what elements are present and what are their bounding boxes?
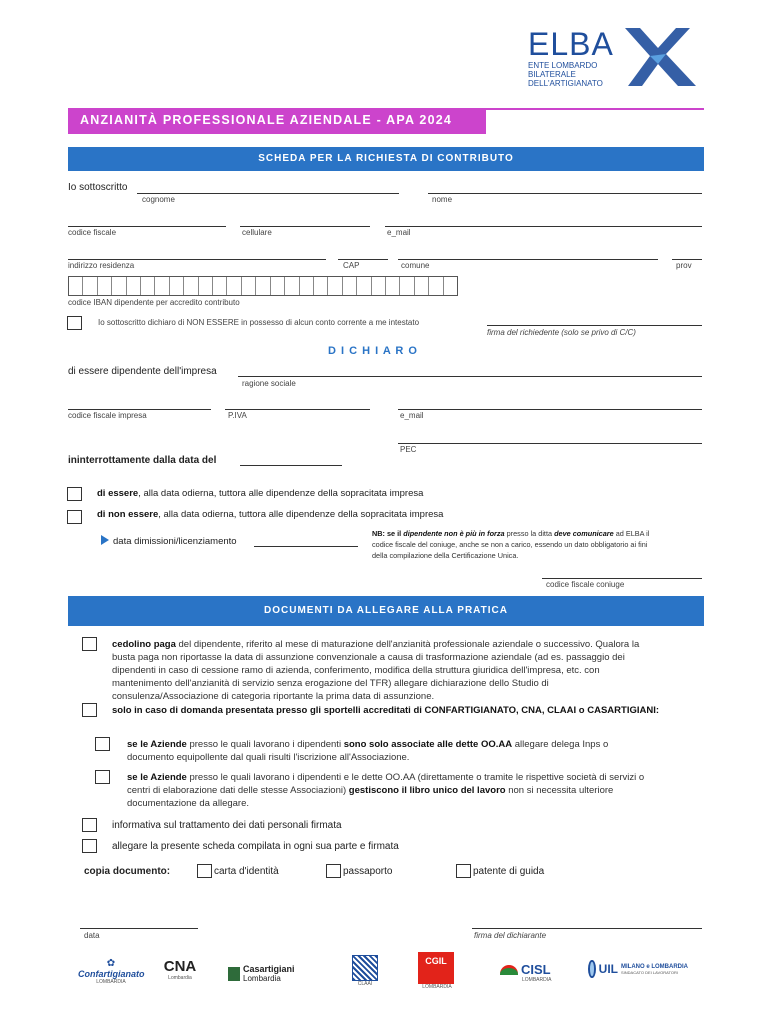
di-essere-text: di essere, alla data odierna, tuttora alle dipendenze della sopracitata impresa: [97, 488, 424, 499]
allegare-scheda-checkbox[interactable]: [82, 839, 97, 853]
nb-note: NB: se il dipendente non è più in forza presso la ditta deve comunicare ad ELBA il codice fiscale del coniuge, anche se non a carico, essendo un dato obbligatorio ai fini della compilazione della Certificazione Unica.: [372, 529, 650, 560]
solo-associate-text: se le Aziende presso le quali lavorano i dipendenti sono solo associate alle dette OO.AA allegare delega Inps o documento equipollente dal quali risulti l'iscrizione all'Associazione.: [127, 739, 609, 763]
iban-cell[interactable]: [213, 277, 227, 295]
solo-associate-checkbox[interactable]: [95, 737, 110, 751]
codice-fiscale-label: codice fiscale: [68, 228, 117, 237]
no-conto-checkbox[interactable]: [67, 316, 82, 330]
indirizzo-label: indirizzo residenza: [68, 261, 135, 270]
codice-fiscale-impresa-label: codice fiscale impresa: [68, 411, 147, 420]
cedolino-text: cedolino paga del dipendente, riferito al mese di maturazione dell'anzianità professionale aziendale o successivo. Qualora la busta paga non riportasse la data di assunzione convenzionale a causa di trasformazione aziendale (ad es. passaggio dei dipendenti in caso di cessione ramo di azienda, conferimento, modifica della struttura giuridica dell'impresa, etc. con mantenimento dell'anzianità di servizio senza erogazione del TFR) allegare dichiarazione dello Studio di consulenza/Associazione di categoria riportante la prima data di assunzione.: [112, 639, 640, 702]
data-label: data: [84, 931, 100, 940]
cf-coniuge-field[interactable]: [542, 578, 702, 579]
elba-logo-line3: DELL'ARTIGIANATO: [528, 79, 603, 88]
cisl-emblem-icon: [500, 965, 518, 975]
ragione-sociale-field[interactable]: [238, 376, 702, 377]
sportelli-checkbox[interactable]: [82, 703, 97, 717]
iban-input-grid[interactable]: [68, 276, 458, 296]
iban-cell[interactable]: [386, 277, 400, 295]
cf-coniuge-label: codice fiscale coniuge: [546, 580, 625, 589]
data-dimissioni-field[interactable]: [254, 546, 358, 547]
iban-cell[interactable]: [83, 277, 97, 295]
iban-cell[interactable]: [170, 277, 184, 295]
iban-cell[interactable]: [285, 277, 299, 295]
iban-cell[interactable]: [271, 277, 285, 295]
section-header-richiesta: SCHEDA PER LA RICHIESTA DI CONTRIBUTO: [68, 147, 704, 171]
iban-cell[interactable]: [415, 277, 429, 295]
iban-cell[interactable]: [155, 277, 169, 295]
casartigiani-emblem-icon: [228, 967, 240, 981]
indirizzo-field[interactable]: [68, 259, 326, 260]
iban-cell[interactable]: [357, 277, 371, 295]
piva-label: P.IVA: [228, 411, 247, 420]
passaporto-checkbox[interactable]: [326, 864, 341, 878]
iban-cell[interactable]: [242, 277, 256, 295]
firma-dichiarante-label: firma del dichiarante: [474, 931, 547, 940]
casartigiani-logo: Casartigiani Lombardia: [228, 965, 298, 983]
di-non-essere-text: di non essere, alla data odierna, tuttora alle dipendenze della sopracitata impresa: [97, 509, 444, 520]
passaporto-label: passaporto: [343, 866, 393, 877]
carta-identita-checkbox[interactable]: [197, 864, 212, 878]
allegare-scheda-text: allegare la presente scheda compilata in ogni sua parte e firmata: [112, 841, 399, 852]
libro-unico-text: se le Aziende presso le quali lavorano i dipendenti e le dette OO.AA (direttamente o tramite le rispettive società di servizi o centri di elaborazione dati delle stesse Associazioni) gestiscono il libro unico del lavoro non si necessita ulteriore documentazione da allegare.: [127, 772, 645, 809]
email-impresa-field[interactable]: [398, 409, 702, 410]
iban-label: codice IBAN dipendente per accredito contributo: [68, 298, 240, 307]
piva-field[interactable]: [225, 409, 370, 410]
uil-logo: UIL MILANO e LOMBARDIA SINDACATO DEI LAVORATORI: [588, 960, 688, 978]
data-dimissioni-label: data dimissioni/licenziamento: [113, 536, 237, 547]
nome-label: nome: [432, 195, 453, 204]
codice-fiscale-field[interactable]: [68, 226, 226, 227]
firma-richiedente-field[interactable]: [487, 325, 702, 326]
iban-cell[interactable]: [98, 277, 112, 295]
cisl-logo: CISL LOMBARDIA: [500, 962, 560, 983]
elba-logo: [528, 26, 728, 96]
cellulare-label: cellulare: [242, 228, 272, 237]
firma-dichiarante-field[interactable]: [472, 928, 702, 929]
email-field[interactable]: [385, 226, 702, 227]
email-label: e_mail: [387, 228, 411, 237]
data-assunzione-field[interactable]: [240, 465, 342, 466]
dichiaro-title: D I C H I A R O: [328, 345, 418, 357]
elba-logo-line2: BILATERALE: [528, 70, 576, 79]
elba-x-icon: [620, 26, 700, 88]
elba-logo-name: ELBA: [528, 26, 614, 62]
cap-field[interactable]: [338, 259, 388, 260]
iban-cell[interactable]: [127, 277, 141, 295]
cognome-label: cognome: [142, 195, 175, 204]
no-conto-text: Io sottoscritto dichiaro di NON ESSERE in possesso di alcun conto corrente a me intestato: [98, 318, 420, 327]
cedolino-checkbox[interactable]: [82, 637, 97, 651]
di-essere-checkbox[interactable]: [67, 487, 82, 501]
iban-cell[interactable]: [112, 277, 126, 295]
informativa-text: informativa sul trattamento dei dati personali firmata: [112, 820, 342, 831]
email-impresa-label: e_mail: [400, 411, 424, 420]
di-non-essere-checkbox[interactable]: [67, 510, 82, 524]
cap-label: CAP: [343, 261, 360, 270]
firma-richiedente-label: firma del richiedente (solo se privo di C/C): [487, 328, 636, 337]
sottoscritto-label: Io sottoscritto: [68, 182, 128, 193]
comune-field[interactable]: [398, 259, 658, 260]
iban-cell[interactable]: [227, 277, 241, 295]
dipendente-label: di essere dipendente dell'impresa: [68, 366, 217, 377]
iban-cell[interactable]: [400, 277, 414, 295]
iban-cell[interactable]: [184, 277, 198, 295]
sportelli-text: solo in caso di domanda presentata presso gli sportelli accreditati di CONFARTIGIANATO, CNA, CLAAI o CASARTIGIANI:: [112, 705, 660, 716]
title-banner-line: [486, 108, 704, 110]
iban-cell[interactable]: [300, 277, 314, 295]
cellulare-field[interactable]: [240, 226, 370, 227]
carta-identita-label: carta d'identità: [214, 866, 279, 877]
cgil-logo: CGIL LOMBARDIA: [418, 952, 456, 990]
patente-checkbox[interactable]: [456, 864, 471, 878]
pec-field[interactable]: [398, 443, 702, 444]
elba-logo-line1: ENTE LOMBARDO: [528, 61, 598, 70]
iban-cell[interactable]: [328, 277, 342, 295]
arrow-right-icon: [101, 535, 109, 545]
iban-cell[interactable]: [69, 277, 83, 295]
comune-label: comune: [401, 261, 430, 270]
confartigianato-logo: ✿ Confartigianato LOMBARDIA: [78, 958, 145, 985]
iban-cell[interactable]: [256, 277, 270, 295]
prov-label: prov: [676, 261, 692, 270]
page-title: ANZIANITÀ PROFESSIONALE AZIENDALE - APA 2024: [80, 113, 453, 127]
confartigianato-emblem-icon: ✿: [106, 958, 116, 969]
ragione-sociale-label: ragione sociale: [242, 379, 296, 388]
cna-logo: CNA Lombardia: [163, 958, 197, 981]
nome-field[interactable]: [428, 193, 702, 194]
claai-logo: CLAAI: [350, 955, 380, 987]
iban-cell[interactable]: [429, 277, 443, 295]
pec-label: PEC: [400, 445, 417, 454]
codice-fiscale-impresa-field[interactable]: [68, 409, 211, 410]
section-header-documenti: DOCUMENTI DA ALLEGARE ALLA PRATICA: [68, 596, 704, 626]
iban-cell[interactable]: [343, 277, 357, 295]
ininterrottamente-label: ininterrottamente dalla data del: [68, 455, 217, 466]
iban-cell[interactable]: [372, 277, 386, 295]
prov-field[interactable]: [672, 259, 702, 260]
iban-cell[interactable]: [199, 277, 213, 295]
patente-label: patente di guida: [473, 866, 545, 877]
iban-cell[interactable]: [141, 277, 155, 295]
iban-cell[interactable]: [314, 277, 328, 295]
copia-documento-label: copia documento:: [84, 866, 171, 877]
data-field[interactable]: [80, 928, 198, 929]
cognome-field[interactable]: [137, 193, 399, 194]
iban-cell[interactable]: [444, 277, 457, 295]
uil-globe-icon: [588, 960, 596, 978]
libro-unico-checkbox[interactable]: [95, 770, 110, 784]
informativa-checkbox[interactable]: [82, 818, 97, 832]
